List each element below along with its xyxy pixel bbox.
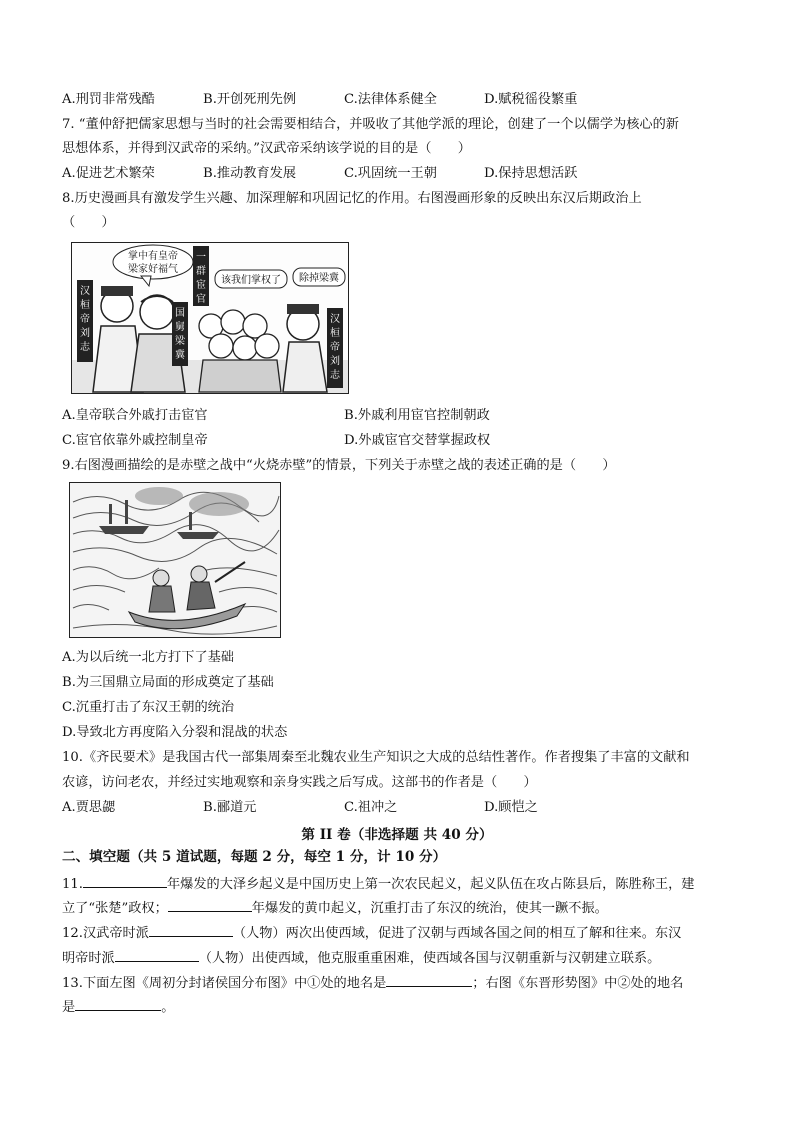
q11-line2 bbox=[62, 898, 608, 918]
cartoon-banner-eunuch: 一群宦官 bbox=[196, 252, 206, 305]
cartoon-banner-mid: 国舅梁冀 bbox=[175, 308, 185, 361]
q13-text-2: ；右图《东晋形势图》中②处的地名 bbox=[472, 976, 684, 991]
q12-line2 bbox=[62, 948, 660, 968]
q8-option-a[interactable]: A.皇帝联合外戚打击宦官 bbox=[62, 408, 208, 423]
q12-blank-1[interactable] bbox=[149, 923, 233, 937]
q9-option-c[interactable]: C.沉重打击了东汉王朝的统治 bbox=[62, 700, 235, 715]
q6-option-a[interactable]: A.刑罚非常残酷 bbox=[62, 92, 155, 107]
cartoon-speech-2: 该我们掌权了 bbox=[221, 275, 281, 286]
cartoon-speech-3: 除掉梁冀 bbox=[299, 273, 339, 284]
q7-option-b[interactable]: B.推动教育发展 bbox=[203, 166, 297, 181]
q8-option-d[interactable]: D.外戚宦官交替掌握政权 bbox=[344, 433, 491, 448]
q13-blank-1[interactable] bbox=[386, 973, 472, 987]
q6-option-c[interactable]: C.法律体系健全 bbox=[344, 92, 437, 107]
q7-option-c[interactable]: C.巩固统一王朝 bbox=[344, 166, 437, 181]
q10-option-c[interactable]: C.祖冲之 bbox=[344, 800, 398, 815]
cartoon-banner-left: 汉桓帝刘志 bbox=[80, 286, 90, 353]
q11-text-1: 年爆发的大泽乡起义是中国历史上第一次农民起义，起义队伍在攻占陈县后，陈胜称王，建 bbox=[166, 877, 695, 892]
q9-option-b[interactable]: B.为三国鼎立局面的形成奠定了基础 bbox=[62, 675, 274, 690]
q13-blank-2[interactable] bbox=[75, 997, 161, 1011]
q13-text-1: 13.下面左图《周初分封诸侯国分布图》中①处的地名是 bbox=[62, 976, 387, 991]
q12-blank-2[interactable] bbox=[115, 948, 199, 962]
q9-option-a[interactable]: A.为以后统一北方打下了基础 bbox=[62, 650, 234, 665]
q12-text-3: 明帝时派 bbox=[62, 951, 115, 966]
q11-line1 bbox=[62, 874, 694, 894]
q11-number: 11. bbox=[62, 877, 83, 892]
q10-stem-line2: 农谚，访问老农，并经过实地观察和亲身实践之后写成。这部书的作者是（ ） bbox=[62, 775, 537, 790]
cartoon-speech-1-line2: 梁家好福气 bbox=[128, 264, 178, 275]
q7-stem-line2: 思想体系，并得到汉武帝的采纳。”汉武帝采纳该学说的目的是（ ） bbox=[62, 141, 471, 156]
q7-stem-line1: 7. “董仲舒把儒家思想与当时的社会需要相结合，并吸收了其他学派的理论，创建了一个以儒学为核心的新 bbox=[62, 117, 679, 132]
q13-line2 bbox=[62, 997, 174, 1017]
q9-battle-illustration bbox=[69, 482, 281, 638]
q11-text-3: 年爆发的黄巾起义，沉重打击了东汉的统治，使其一蹶不振。 bbox=[251, 901, 608, 916]
q12-text-1: 12.汉武帝时派 bbox=[62, 926, 149, 941]
q6-option-d[interactable]: D.赋税徭役繁重 bbox=[484, 92, 578, 107]
q9-option-d[interactable]: D.导致北方再度陷入分裂和混战的状态 bbox=[62, 725, 288, 740]
q13-text-3: 是 bbox=[62, 1000, 76, 1015]
q10-option-b[interactable]: B.郦道元 bbox=[203, 800, 257, 815]
q7-option-a[interactable]: A.促进艺术繁荣 bbox=[62, 166, 155, 181]
part2-title: 第 II 卷（非选择题 共 40 分） bbox=[301, 827, 493, 843]
cartoon-banner-right: 汉桓帝刘志 bbox=[330, 314, 340, 381]
q7-option-d[interactable]: D.保持思想活跃 bbox=[484, 166, 578, 181]
q13-text-4: 。 bbox=[161, 1000, 175, 1015]
q10-stem-line1: 10.《齐民要术》是我国古代一部集周秦至北魏农业生产知识之大成的总结性著作。作者搜集了丰富的文献和 bbox=[62, 750, 690, 765]
q11-blank-1[interactable] bbox=[83, 874, 167, 888]
q8-cartoon bbox=[71, 242, 349, 394]
q12-text-4: （人物）出使西域，他克服重重困难，使西域各国与汉朝重新与汉朝建立联系。 bbox=[198, 951, 661, 966]
q13-line1 bbox=[62, 973, 683, 993]
q12-line1 bbox=[62, 923, 681, 943]
q9-stem: 9.右图漫画描绘的是赤壁之战中“火烧赤壁”的情景，下列关于赤壁之战的表述正确的是（ ） bbox=[62, 458, 616, 473]
section-fill-in-title: 二、填空题（共 5 道试题，每题 2 分，每空 1 分，计 10 分） bbox=[62, 849, 447, 865]
q8-option-c[interactable]: C.宦官依靠外戚控制皇帝 bbox=[62, 433, 208, 448]
q6-option-b[interactable]: B.开创死刑先例 bbox=[203, 92, 297, 107]
cartoon-speech-1-line1: 掌中有皇帝 bbox=[128, 251, 178, 262]
q8-option-b[interactable]: B.外戚利用宦官控制朝政 bbox=[344, 408, 490, 423]
q10-option-d[interactable]: D.顾恺之 bbox=[484, 800, 538, 815]
q12-text-2: （人物）两次出使西域，促进了汉朝与西域各国之间的相互了解和往来。东汉 bbox=[232, 926, 682, 941]
q10-option-a[interactable]: A.贾思勰 bbox=[62, 800, 116, 815]
q11-text-2: 立了“张楚”政权； bbox=[62, 901, 168, 916]
q8-stem-line2: （ ） bbox=[62, 215, 115, 230]
q8-stem-line1: 8.历史漫画具有激发学生兴趣、加深理解和巩固记忆的作用。右图漫画形象的反映出东汉后期政治上 bbox=[62, 191, 642, 206]
q11-blank-2[interactable] bbox=[168, 898, 252, 912]
